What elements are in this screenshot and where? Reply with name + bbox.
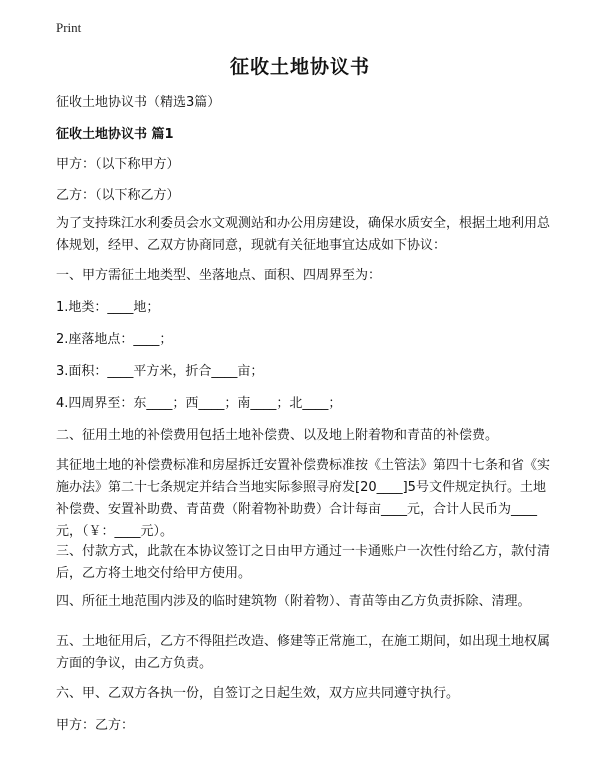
clause-3: 三、付款方式，此款在本协议签订之日由甲方通过一卡通账户一次性付给乙方，款付清后，乙方将土地交付给甲方使用。 <box>56 544 551 581</box>
boundary-line: 4.四周界至：东____；西____；南____；北____； <box>56 396 342 411</box>
clause-6: 六、甲、乙双方各执一份，自签订之日起生效，双方应共同遵守执行。 <box>56 686 460 701</box>
compensation-paragraph: 其征地土地的补偿费标准和房屋拆迁安置补偿费标准按《土管法》第四十七条和省《实施办法》第二十七条规定并结合当地实际参照寻府发[20____]5号文件规定执行。土地补偿费、安置补助费、青苗费（附着物补助费）合计每亩____元，合计人民币为____元，（￥：____元）。 <box>56 458 551 539</box>
clause-5: 五、土地征用后，乙方不得阻拦改造、修建等正常施工，在施工期间，如出现土地权属方面的争议，由乙方负责。 <box>56 634 551 671</box>
land-type-line: 1.地类：____地； <box>56 300 160 315</box>
area-line: 3.面积：____平方米，折合____亩； <box>56 364 264 379</box>
clause-2: 二、征用土地的补偿费用包括土地补偿费、以及地上附着物和青苗的补偿费。 <box>56 428 499 443</box>
party-b-line: 乙方：（以下称乙方） <box>56 188 180 203</box>
location-line: 2.座落地点：____； <box>56 332 173 347</box>
document-title: 征收土地协议书 <box>229 56 370 78</box>
clause-1: 一、甲方需征土地类型、坐落地点、面积、四周界至为： <box>56 268 382 283</box>
section-heading: 征收土地协议书 篇1 <box>56 127 174 142</box>
clause-4: 四、所征土地范围内涉及的临时建筑物（附着物）、青苗等由乙方负责拆除、清理。 <box>56 594 531 609</box>
document-subtitle: 征收土地协议书（精选3篇） <box>56 95 221 110</box>
signature-line: 甲方：乙方： <box>56 718 135 733</box>
party-a-line: 甲方：（以下称甲方） <box>56 157 180 172</box>
print-link[interactable]: Print <box>56 20 82 35</box>
intro-paragraph: 为了支持珠江水利委员会水文观测站和办公用房建设，确保水质安全，根据土地利用总体规划，经甲、乙双方协商同意，现就有关征地事宜达成如下协议： <box>56 216 551 253</box>
